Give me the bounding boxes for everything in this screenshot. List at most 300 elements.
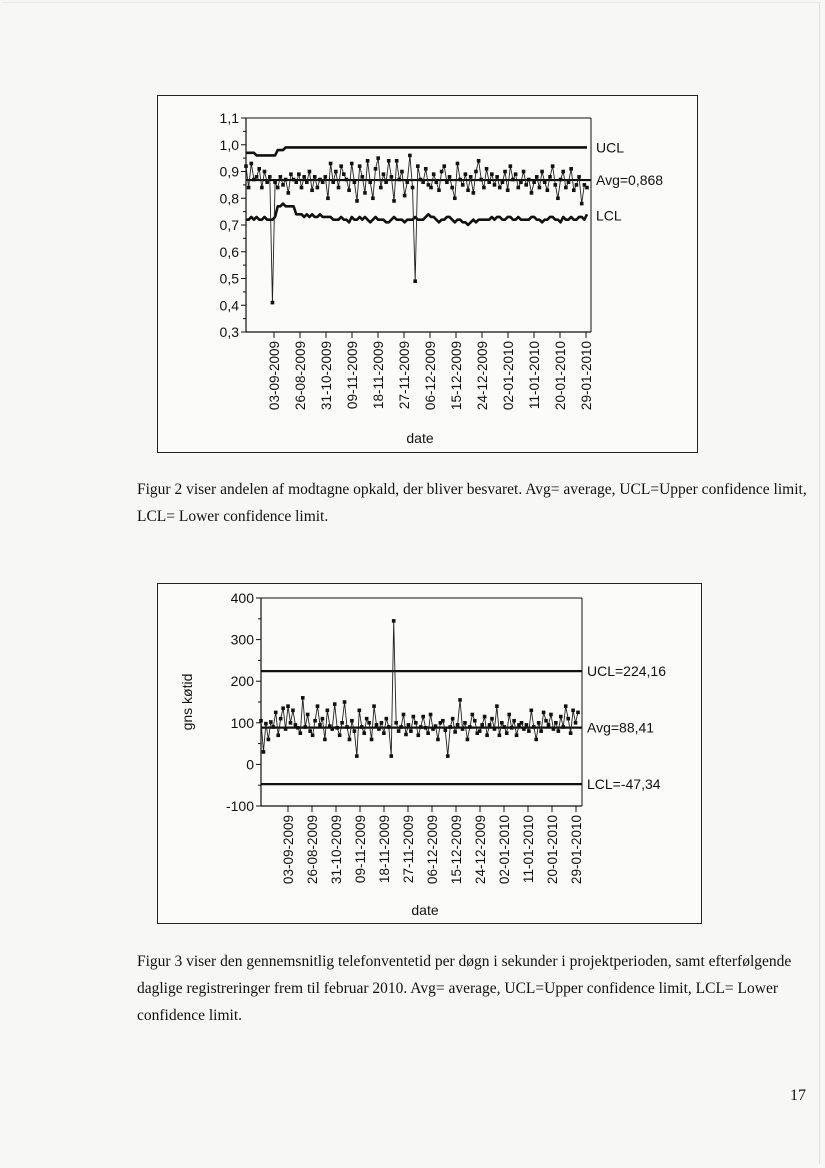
- data-point: [306, 713, 310, 717]
- data-point: [572, 188, 576, 192]
- data-point: [444, 728, 448, 732]
- data-point: [441, 719, 445, 723]
- data-point: [514, 172, 518, 176]
- data-point: [537, 721, 541, 725]
- data-point: [365, 717, 369, 721]
- data-point: [321, 717, 325, 721]
- data-point: [337, 186, 341, 190]
- data-point: [372, 704, 376, 708]
- data-point: [561, 725, 565, 729]
- data-point: [412, 715, 416, 719]
- figure-3-chart: [157, 583, 702, 924]
- data-point: [339, 164, 343, 168]
- data-point: [382, 172, 386, 176]
- data-point: [498, 733, 502, 737]
- data-point: [505, 731, 509, 735]
- data-point: [382, 731, 386, 735]
- data-point: [358, 164, 362, 168]
- data-point: [519, 180, 523, 184]
- data-point: [522, 727, 526, 731]
- y-tick-label: 0,6: [219, 243, 239, 260]
- data-point: [414, 721, 418, 725]
- data-point: [450, 186, 454, 190]
- data-point: [316, 704, 320, 708]
- data-point: [269, 720, 273, 724]
- x-tick-label: 09-11-2009: [353, 815, 368, 884]
- figure-2-caption: Figur 2 viser andelen af modtagne opkald, der bliver besvaret. Avg= average, UCL=Upper confidence limit, LCL= Lower confidence limit.: [137, 481, 807, 525]
- data-point: [498, 186, 502, 190]
- data-point: [348, 738, 352, 742]
- y-tick-label: 400: [230, 590, 254, 606]
- data-point: [424, 726, 428, 730]
- data-point: [329, 162, 333, 166]
- data-point: [464, 172, 468, 176]
- data-point: [379, 186, 383, 190]
- data-point: [540, 170, 544, 174]
- data-point: [409, 729, 413, 733]
- figure-3-svg: [158, 584, 703, 925]
- data-point: [479, 178, 483, 182]
- data-point: [299, 731, 303, 735]
- data-point: [468, 725, 472, 729]
- data-point: [296, 726, 300, 730]
- data-point: [367, 721, 371, 725]
- data-point: [421, 715, 425, 719]
- data-point: [276, 186, 280, 190]
- data-point: [387, 725, 391, 729]
- data-point: [395, 159, 399, 163]
- data-point: [446, 754, 450, 758]
- data-point: [546, 188, 550, 192]
- data-point: [463, 721, 467, 725]
- data-point: [244, 164, 248, 168]
- y-tick-label: 0,8: [219, 190, 239, 207]
- data-point: [480, 723, 484, 727]
- x-tick-label: 18-11-2009: [377, 815, 392, 884]
- x-tick-label: 26-08-2009: [305, 815, 320, 885]
- data-point: [350, 162, 354, 166]
- data-point: [429, 186, 433, 190]
- data-point: [255, 175, 259, 179]
- x-tick-label: 15-12-2009: [449, 341, 464, 411]
- x-tick-label: 11-01-2010: [527, 341, 542, 410]
- x-tick-label: 29-01-2010: [569, 815, 584, 885]
- data-point: [353, 729, 357, 733]
- data-point: [525, 723, 529, 727]
- data-point: [397, 729, 401, 733]
- data-point: [458, 698, 462, 702]
- data-point: [286, 704, 290, 708]
- data-point: [539, 729, 543, 733]
- data-point: [274, 711, 278, 715]
- data-point: [342, 172, 346, 176]
- data-point: [512, 719, 516, 723]
- data-point: [434, 724, 438, 728]
- x-axis-label: date: [406, 430, 434, 446]
- data-point: [471, 713, 475, 717]
- data-point: [445, 180, 449, 184]
- data-point: [502, 725, 506, 729]
- data-point: [461, 183, 465, 187]
- data-point: [522, 170, 526, 174]
- data-point: [326, 709, 330, 713]
- data-point: [543, 180, 547, 184]
- data-point: [571, 709, 575, 713]
- data-point: [569, 731, 573, 735]
- x-tick-label: 02-01-2010: [497, 815, 512, 885]
- x-tick-label: 31-10-2009: [329, 815, 344, 885]
- data-point: [389, 754, 393, 758]
- data-point: [551, 164, 555, 168]
- data-point: [487, 180, 491, 184]
- data-point: [345, 725, 349, 729]
- x-tick-label: 03-09-2009: [281, 815, 296, 885]
- data-point: [259, 719, 263, 723]
- y-tick-label: 100: [230, 714, 254, 731]
- y-tick-label: 0,5: [219, 270, 239, 287]
- data-point: [302, 175, 306, 179]
- data-point: [387, 159, 391, 163]
- data-point: [490, 172, 494, 176]
- x-tick-label: 20-01-2010: [545, 815, 560, 885]
- data-point: [451, 717, 455, 721]
- data-point: [436, 738, 440, 742]
- x-axis-label: date: [411, 902, 439, 918]
- data-point: [371, 196, 375, 200]
- data-point: [564, 186, 568, 190]
- x-tick-label: 03-09-2009: [267, 341, 282, 411]
- data-point: [303, 725, 307, 729]
- data-point: [392, 199, 396, 203]
- data-point: [516, 186, 520, 190]
- x-tick-label: 27-11-2009: [397, 341, 412, 410]
- data-point: [473, 719, 477, 723]
- data-point: [313, 719, 317, 723]
- data-point: [577, 175, 581, 179]
- data-point: [330, 727, 334, 731]
- data-point: [482, 186, 486, 190]
- data-point: [338, 733, 342, 737]
- figure-2-chart: [157, 95, 698, 453]
- data-point: [559, 715, 563, 719]
- data-point: [308, 170, 312, 174]
- data-point: [527, 729, 531, 733]
- data-point: [574, 721, 578, 725]
- data-point: [538, 186, 542, 190]
- y-tick-label: 0,9: [219, 163, 239, 180]
- data-point: [405, 180, 409, 184]
- data-point: [416, 164, 420, 168]
- data-point: [375, 723, 379, 727]
- y-tick-label: 200: [230, 673, 254, 690]
- ucl-label: UCL=224,16: [587, 663, 667, 680]
- page-number: 17: [790, 1087, 806, 1104]
- data-point: [461, 727, 465, 731]
- x-tick-label: 06-12-2009: [425, 815, 440, 885]
- data-point: [350, 719, 354, 723]
- figure-3-caption: Figur 3 viser den gennemsnitlig telefonventetid per døgn i sekunder i projektperioden, samt efterfølgende daglige registreringer frem til februar 2010. Avg= average, UCL=Upper confidence limit, LCL= Lower confidence limit.: [137, 953, 792, 1024]
- data-point: [279, 717, 283, 721]
- data-point: [556, 196, 560, 200]
- data-point: [515, 733, 519, 737]
- data-point: [411, 186, 415, 190]
- data-point: [544, 719, 548, 723]
- data-point: [524, 183, 528, 187]
- data-point: [553, 183, 557, 187]
- data-point: [335, 726, 339, 730]
- data-point: [472, 191, 476, 195]
- data-point: [264, 722, 268, 726]
- ucl-line: [246, 147, 587, 155]
- data-point: [493, 727, 497, 731]
- data-point: [345, 178, 349, 182]
- data-point: [559, 178, 563, 182]
- data-point: [368, 180, 372, 184]
- data-point: [485, 733, 489, 737]
- data-point: [448, 175, 452, 179]
- data-point: [281, 183, 285, 187]
- data-point: [273, 180, 277, 184]
- data-point: [400, 170, 404, 174]
- data-point: [542, 711, 546, 715]
- data-point: [262, 750, 266, 754]
- data-point: [300, 186, 304, 190]
- data-point: [326, 196, 330, 200]
- data-point: [263, 170, 267, 174]
- data-point: [408, 154, 412, 158]
- data-point: [363, 191, 367, 195]
- x-tick-label: 27-11-2009: [401, 815, 416, 884]
- data-point: [448, 725, 452, 729]
- x-tick-label: 24-12-2009: [475, 341, 490, 411]
- data-point: [355, 754, 359, 758]
- data-point: [340, 721, 344, 725]
- data-point: [532, 725, 536, 729]
- data-point: [321, 180, 325, 184]
- data-point: [567, 180, 571, 184]
- data-point: [271, 301, 275, 305]
- x-tick-label: 29-01-2010: [579, 341, 594, 411]
- data-point: [353, 180, 357, 184]
- data-point: [311, 733, 315, 737]
- data-point: [313, 175, 317, 179]
- data-point: [360, 725, 364, 729]
- data-point: [493, 183, 497, 187]
- x-tick-label: 26-08-2009: [293, 341, 308, 411]
- y-tick-label: 0,4: [219, 297, 239, 314]
- data-point: [534, 738, 538, 742]
- data-point: [331, 180, 335, 184]
- y-axis-label: gns køtid: [179, 673, 195, 731]
- data-point: [394, 721, 398, 725]
- data-point: [490, 717, 494, 721]
- x-tick-label: 09-11-2009: [345, 341, 360, 410]
- x-tick-label: 11-01-2010: [521, 815, 536, 884]
- data-point: [301, 696, 305, 700]
- data-point: [416, 733, 420, 737]
- x-tick-label: 06-12-2009: [423, 341, 438, 411]
- average-label: Avg=88,41: [587, 719, 655, 736]
- data-point: [281, 706, 285, 710]
- data-point: [362, 731, 366, 735]
- data-point: [421, 180, 425, 184]
- data-point: [485, 167, 489, 171]
- data-point: [347, 188, 351, 192]
- data-point: [495, 175, 499, 179]
- data-point: [569, 167, 573, 171]
- data-point: [343, 700, 347, 704]
- data-point: [453, 196, 457, 200]
- data-point: [426, 731, 430, 735]
- data-point: [456, 162, 460, 166]
- data-point: [478, 729, 482, 733]
- data-point: [554, 721, 558, 725]
- x-tick-label: 20-01-2010: [553, 341, 568, 411]
- data-point: [458, 178, 462, 182]
- data-point: [453, 730, 457, 734]
- data-point: [392, 619, 396, 623]
- data-point: [435, 180, 439, 184]
- data-point: [440, 170, 444, 174]
- data-point: [557, 729, 561, 733]
- data-point: [305, 180, 309, 184]
- data-point: [585, 186, 589, 190]
- y-tick-label: 1,0: [219, 136, 239, 153]
- x-tick-label: 15-12-2009: [449, 815, 464, 885]
- data-point: [532, 180, 536, 184]
- data-point: [284, 727, 288, 731]
- data-point: [566, 717, 570, 721]
- data-point: [291, 709, 295, 713]
- data-point: [289, 721, 293, 725]
- x-tick-label: 31-10-2009: [319, 341, 334, 411]
- x-tick-label: 24-12-2009: [473, 815, 488, 885]
- data-point: [442, 164, 446, 168]
- data-point: [289, 172, 293, 176]
- data-point: [318, 723, 322, 727]
- data-point: [437, 188, 441, 192]
- data-point: [530, 191, 534, 195]
- data-point: [260, 186, 264, 190]
- data-point: [370, 738, 374, 742]
- data-point: [530, 709, 534, 713]
- data-point: [377, 727, 381, 731]
- data-point: [324, 175, 328, 179]
- data-point: [500, 721, 504, 725]
- data-point: [429, 713, 433, 717]
- data-point: [249, 162, 253, 166]
- data-point: [407, 723, 411, 727]
- data-point: [286, 191, 290, 195]
- data-point: [297, 172, 301, 176]
- data-point: [376, 156, 380, 160]
- data-point: [469, 175, 473, 179]
- data-point: [580, 202, 584, 206]
- data-point: [488, 723, 492, 727]
- average-label: Avg=0,868: [596, 172, 664, 189]
- data-point: [374, 167, 378, 171]
- data-point: [548, 175, 552, 179]
- data-point: [316, 186, 320, 190]
- data-point: [511, 178, 515, 182]
- lcl-label: LCL: [596, 207, 622, 224]
- data-point: [501, 180, 505, 184]
- data-point: [509, 164, 513, 168]
- data-point: [424, 167, 428, 171]
- data-point: [361, 175, 365, 179]
- data-point: [310, 188, 314, 192]
- data-point: [284, 178, 288, 182]
- data-point: [564, 704, 568, 708]
- data-point: [576, 711, 580, 715]
- data-point: [506, 188, 510, 192]
- data-point: [294, 180, 298, 184]
- data-point: [366, 159, 370, 163]
- data-point: [355, 199, 359, 203]
- data-point: [466, 188, 470, 192]
- data-point: [419, 725, 423, 729]
- data-point: [527, 178, 531, 182]
- data-point: [247, 186, 251, 190]
- data-point: [279, 175, 283, 179]
- data-point: [334, 170, 338, 174]
- data-point: [323, 738, 327, 742]
- data-point: [404, 733, 408, 737]
- data-point: [268, 175, 272, 179]
- data-point: [385, 717, 389, 721]
- data-point: [466, 738, 470, 742]
- data-point: [398, 178, 402, 182]
- ucl-label: UCL: [596, 139, 625, 156]
- data-point: [390, 175, 394, 179]
- data-point: [520, 721, 524, 725]
- data-point: [561, 170, 565, 174]
- y-tick-label: 0,3: [219, 324, 239, 340]
- data-point: [547, 723, 551, 727]
- data-point: [495, 704, 499, 708]
- data-point: [402, 713, 406, 717]
- data-point: [413, 279, 417, 283]
- data-point: [267, 738, 271, 742]
- figure-2-svg: [158, 96, 699, 454]
- data-point: [265, 180, 269, 184]
- data-point: [477, 159, 481, 163]
- data-point: [575, 183, 579, 187]
- data-point: [384, 180, 388, 184]
- data-point: [380, 721, 384, 725]
- x-tick-label: 18-11-2009: [371, 341, 386, 410]
- y-tick-label: -100: [225, 798, 254, 814]
- y-tick-label: 300: [230, 631, 254, 648]
- data-point: [552, 727, 556, 731]
- x-tick-label: 02-01-2010: [501, 341, 516, 411]
- data-point: [510, 726, 514, 730]
- data-point: [271, 725, 275, 729]
- y-tick-label: 0,7: [219, 217, 239, 233]
- data-point: [456, 723, 460, 727]
- data-point: [333, 702, 337, 706]
- data-point: [549, 713, 553, 717]
- data-point: [403, 194, 407, 198]
- data-point: [535, 175, 539, 179]
- data-point: [483, 715, 487, 719]
- data-point: [257, 167, 261, 171]
- data-point: [399, 725, 403, 729]
- y-tick-label: 1,1: [219, 110, 239, 126]
- data-point: [507, 713, 511, 717]
- data-point: [357, 709, 361, 713]
- lcl-label: LCL=-47,34: [587, 776, 661, 793]
